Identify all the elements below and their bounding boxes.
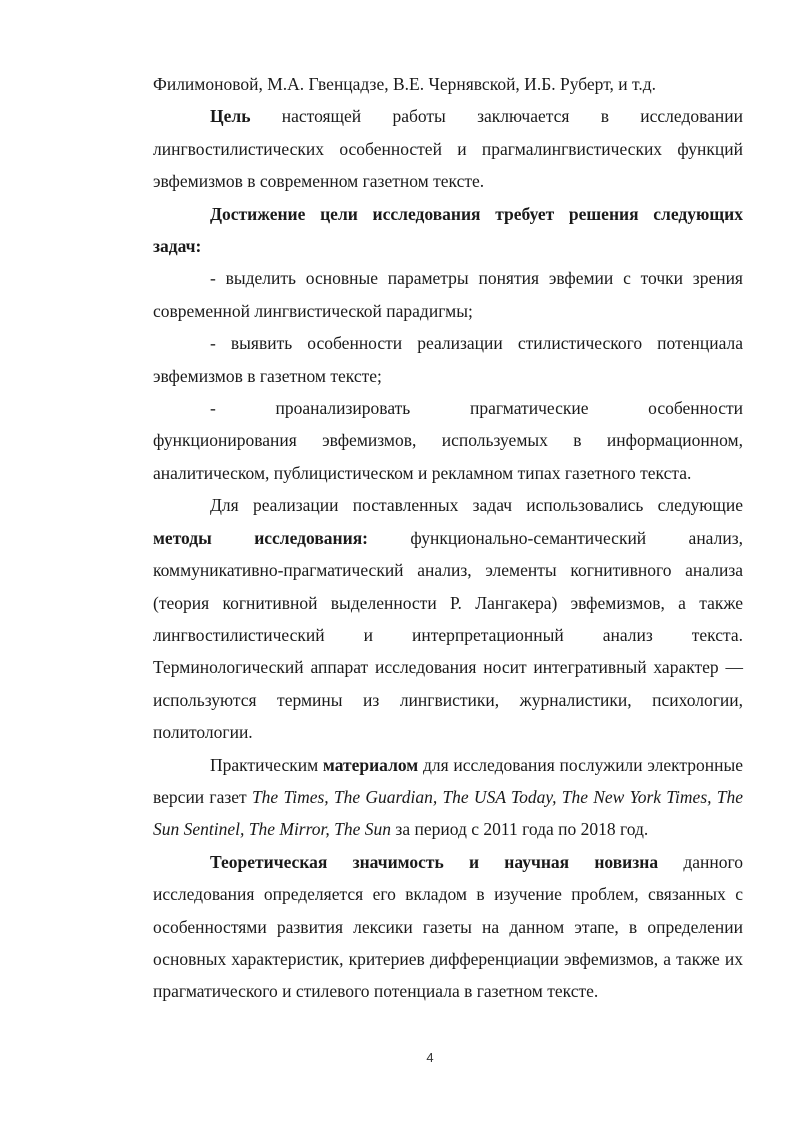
- paragraph-goal: [153, 100, 743, 197]
- paragraph-novelty: [153, 846, 743, 1008]
- list-item-3-word: прагматические: [469, 398, 589, 419]
- goal-heading: Цель: [210, 106, 251, 127]
- list-item-3-word: особенности: [648, 398, 743, 419]
- material-lead: Практическим: [210, 754, 323, 775]
- paragraph-material: [153, 749, 743, 846]
- paragraph-methods: [153, 489, 743, 748]
- methods-heading: методы исследования:: [153, 527, 368, 548]
- material-mid: для исследования послужили электронные версии газет: [153, 754, 743, 807]
- document-page: [153, 68, 743, 1008]
- material-text: за период с 2011 года по 2018 год.: [391, 819, 649, 840]
- novelty-text: данного исследования определяется его вкладом в изучение проблем, связанных с особенностями развития лексики газеты на данном этапе, в определении основных характеристик, критериев дифференциации эвфемизмов, а также их прагматического и стилевого потенциала в газетном тексте.: [153, 851, 743, 1002]
- methods-text: функционально-семантический анализ, коммуникативно-прагматический анализ, элементы когнитивного анализа (теория когнитивной выделенности Р. Лангакера) эвфемизмов, а также лингвостилистический и интерпретационный анализ текста. Терминологический аппарат исследования носит интегративный характер — используются термины из лингвистики, журналистики, психологии, политологии.: [153, 527, 743, 743]
- page-number: 4: [426, 1050, 434, 1065]
- tasks-heading: Достижение цели исследования требует решения следующих задач:: [153, 203, 743, 257]
- paragraph-continuation: Филимоновой, М.А. Гвенцадзе, В.Е. Чернявской, И.Б. Руберт, и т.д.: [153, 74, 657, 94]
- novelty-heading: Теоретическая значимость и научная новизна: [210, 851, 659, 872]
- material-heading: материалом: [322, 754, 419, 775]
- list-item-3-word: -: [210, 398, 216, 419]
- list-item-3-first-line: [153, 392, 743, 424]
- list-item-3-word: проанализировать: [275, 398, 411, 419]
- methods-lead: Для реализации поставленных задач использовались следующие: [210, 495, 743, 516]
- paragraph-tasks-heading: [153, 198, 743, 263]
- list-item-2: - выявить особенности реализации стилистического потенциала эвфемизмов в газетном тексте;: [153, 333, 743, 386]
- list-item-1: - выделить основные параметры понятия эвфемии с точки зрения современной лингвистической парадигмы;: [153, 268, 743, 321]
- list-item-3-rest: функционирования эвфемизмов, используемых в информационном, аналитическом, публицистическом и рекламном типах газетного текста.: [153, 430, 743, 483]
- goal-text: настоящей работы заключается в исследовании лингвостилистических особенностей и прагмалингвистических функций эвфемизмов в современном газетном тексте.: [153, 106, 743, 192]
- newspaper-list: The Times, The Guardian, The USA Today, The New York Times, The Sun Sentinel, The Mirror, The Sun: [153, 786, 744, 840]
